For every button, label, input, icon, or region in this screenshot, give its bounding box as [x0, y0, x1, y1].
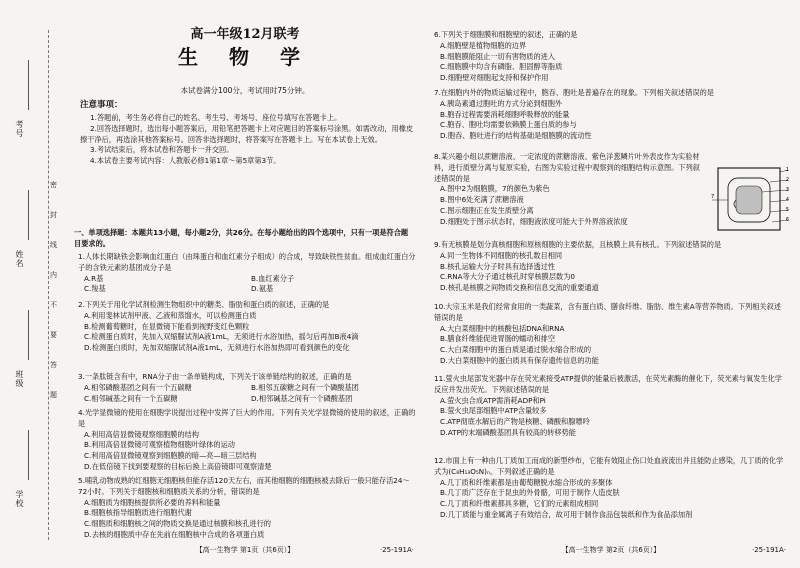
option: D.氨基: [251, 284, 274, 294]
question-12: [434, 456, 784, 521]
seal-char: 不: [50, 301, 57, 309]
option: A.胰岛素通过胞吐的方式分泌到细胞外: [440, 98, 563, 108]
left-column: [70, 0, 420, 568]
option: D.胞吞、胞吐进行的结构基础是细胞膜的流动性: [440, 131, 592, 141]
question-11: [434, 374, 784, 439]
option: A.R基: [84, 273, 104, 283]
diagram-label: 6: [785, 217, 789, 223]
option: D.在低倍镜下找到要观察的目标后换上高倍镜即可观察清楚: [84, 461, 272, 471]
name-blank: [28, 190, 29, 240]
exam-subject: 生 物 学: [178, 45, 312, 69]
question-stem: 9.有无核膜是划分真核细胞和原核细胞的主要依据，且核膜上具有核孔。下列叙述错误的是: [434, 240, 722, 249]
section-heading: 一、单项选择题：本题共13小题，每小题2分，共26分。在每小题给出的四个选项中，只有一项是符合题目要求的。: [74, 228, 409, 248]
option: C.ATP彻底水解后的产物是核糖、磷酸和腺嘌呤: [440, 417, 590, 427]
option: B.几丁质广泛存在于昆虫的外骨骼，可用于制作人造皮肤: [440, 488, 620, 498]
seal-char: 线: [50, 241, 57, 249]
question-stem: 5.哺乳动物成熟的红细胞无细胞核但能存活120天左右，而其他细胞的细胞核被去除后一般只能存活24～72小时。下列关于细胞核和细胞质关系的分析，错误的是: [78, 476, 410, 496]
option: C.图示细胞正在发生质壁分离: [440, 205, 534, 215]
option: B.图中6处充满了蔗糖溶液: [440, 195, 524, 205]
footer-right-code: ·25-191A·: [751, 546, 786, 554]
question-10: [434, 302, 784, 367]
option: B.相邻五碳糖之间有一个磷酸基团: [251, 382, 359, 392]
option: B.血红素分子: [251, 273, 295, 283]
question-stem: 8.某兴趣小组以蔗糖溶液、一定浓度的蔗糖溶液、紫色洋葱鳞片叶外表皮作为实验材料，进行质壁分离与复原实验，右图为实验过程中观察到的细胞结构示意图。下列叙述错误的是: [434, 152, 700, 183]
diagram-label: 2: [785, 177, 789, 183]
notes-title: 注意事项：: [80, 100, 123, 110]
option: A.萤火虫合成ATP需消耗ADP和Pi: [440, 395, 546, 405]
seal-char: 答: [50, 361, 57, 369]
option: C.RNA等大分子通过核孔时穿核膜层数为0: [440, 272, 575, 282]
option: A.利用斐林试剂甲液、乙液和蒸馏水，可以检测蛋白质: [84, 310, 257, 320]
option: D.几丁质能与重金属离子有效结合，故可用于制作食品包装纸和作为食品添加剂: [440, 509, 693, 519]
margin-label-name: 姓名: [15, 250, 24, 268]
seal-char: 内: [50, 271, 57, 279]
question-stem: 10.大宗玉米是我们经常食用的一类蔬菜，含有蛋白质、膳食纤维、脂肪、维生素A等营养物质。下列相关叙述错误的是: [434, 302, 781, 322]
option: C.细胞膜中均含有磷脂、胆固醇等脂质: [440, 62, 563, 72]
diagram-label: 5: [785, 207, 789, 213]
option: C.羧基: [84, 284, 106, 294]
question-6: [434, 30, 784, 84]
binding-margin: [0, 0, 62, 568]
question-9: [434, 240, 784, 294]
option: C.相邻碱基之间有一个五碳糖: [84, 393, 178, 403]
note-item: 4.本试卷主要考试内容：人教版必修1第1章～第5章第3节。: [90, 156, 281, 166]
option: A.相邻磷酸基团之间有一个五碳糖: [84, 382, 192, 392]
kaohao-blank: [28, 60, 29, 110]
option: C.利用高倍显微镜观察到细胞膜的暗—亮—暗三层结构: [84, 451, 257, 461]
question-stem: 1.人体长期缺铁会影响血红蛋白（由珠蛋白和血红素分子组成）的合成，导致缺铁性贫血。组成血红蛋白分子的含铁元素的基团成分子是: [78, 252, 416, 272]
option: B.细胞膜能阻止一切有害物质的进入: [440, 51, 556, 61]
diagram-label: 1: [785, 167, 789, 173]
label-line: [762, 190, 788, 192]
option: A.利用高倍显微镜观察细胞膜的结构: [84, 429, 199, 439]
option: C.细胞质和细胞核之间的物质交换是通过核膜和核孔进行的: [84, 519, 271, 529]
option: D.大白菜细胞中的蛋白质具有保存遗传信息的功能: [440, 355, 599, 365]
diagram-label: 7: [711, 194, 715, 200]
seal-line: [48, 30, 49, 540]
footer-left: 【高一生物学 第1页（共6页）】: [195, 546, 295, 554]
exam-title: 高一年级12月联考: [190, 27, 300, 42]
margin-label-kaohao: 考号: [15, 120, 24, 138]
question-stem: 3.一条肽链含有中，RNA分子由一条单链构成，下列关于该单链结构的叙述，正确的是: [78, 372, 352, 381]
question-stem: 12.市面上有一种由几丁质加工而成的新型纱布，它能有效阻止伤口处血液流出并且能防止感染，几丁质的化学式为(C₈H₁₃O₅N)ₙ。下列叙述正确的是: [434, 456, 784, 476]
plant-cell-diagram: [710, 160, 790, 240]
seal-char: 要: [50, 331, 57, 339]
option: A.几丁质和纤维素都是由葡萄糖脱水缩合形成的多聚体: [440, 477, 613, 487]
diagram-label: 3: [785, 187, 789, 193]
score-line: 本试卷满分100分，考试用时75分钟。: [180, 86, 310, 95]
question-stem: 2.下列关于用化学试剂检测生物组织中的糖类、脂肪和蛋白质的叙述，正确的是: [78, 300, 330, 309]
margin-label-class: 班级: [15, 370, 24, 388]
option: B.检测葡萄糖时，在显微镜下能看到视野变红色颗粒: [84, 321, 250, 331]
seal-char: 密: [50, 181, 57, 189]
question-stem: 4.光学显微镜的使用在细胞学说提出过程中发挥了巨大的作用。下列有关光学显微镜的使用的叙述，正确的是: [78, 408, 416, 428]
footer-left-code: ·25-191A·: [379, 546, 414, 554]
option: B.萤火虫尾部细胞中ATP含量较多: [440, 406, 547, 416]
option: B.利用高倍显微镜可观察植物细胞叶绿体的运动: [84, 440, 235, 450]
seal-char: 题: [50, 391, 57, 399]
class-blank: [28, 310, 29, 360]
question-stem: 11.萤火虫尾部发光器中存在荧光素接受ATP提供的能量后被激活，在荧光素酶的催化下，荧光素与氧发生化学反应并发出荧光。下列叙述错误的是: [434, 374, 782, 394]
question-4: [78, 408, 418, 473]
question-1: [78, 252, 418, 295]
seal-char: 封: [50, 211, 57, 219]
option: B.细胞核指导细胞质进行细胞代谢: [84, 508, 192, 518]
option: A.细胞壁是植物细胞的边界: [440, 40, 527, 50]
question-stem: 6.下列关于细胞膜和细胞壁的叙述，正确的是: [434, 30, 578, 39]
note-item: 3.考试结束后，将本试卷和答题卡一并交回。: [90, 145, 234, 155]
option: C.几丁质和纤维素都具多糖，它们的元素组成相同: [440, 499, 599, 509]
option: C.检测蛋白质时，先加入双缩脲试剂A液1mL，无须进行水浴加热，摇匀后再加B液4滴: [84, 332, 359, 342]
option: B.膳食纤维能促进胃肠的蠕动和排空: [440, 334, 556, 344]
diagram-label: 4: [785, 197, 789, 203]
question-5: [78, 476, 418, 541]
option: D.ATP的末端磷酸基团具有较高的转移势能: [440, 427, 576, 437]
footer-right: 【高一生物学 第2页（共6页）】: [561, 546, 661, 554]
margin-label-school: 学校: [15, 490, 24, 508]
option: D.细胞处于图示状态时，细胞液浓度可能大于外界溶液浓度: [440, 216, 628, 226]
option: C.胞吞、胞吐均需要依赖膜上蛋白质的参与: [440, 120, 577, 130]
option: D.细胞壁对细胞起支持和保护作用: [440, 73, 549, 83]
option: A.大白菜细胞中的核酸包括DNA和RNA: [440, 323, 565, 333]
option: D.核孔是核膜之间物质交换和信息交流的重要通道: [440, 283, 599, 293]
option: D.相邻碱基之间有一个磷酸基团: [251, 393, 353, 403]
option: A.细胞质为细胞核提供所必要的养料和能量: [84, 497, 221, 507]
question-2: [78, 300, 418, 354]
option: B.胞吞过程需要消耗细胞呼吸释放的能量: [440, 109, 570, 119]
vacuole: [736, 186, 762, 214]
school-blank: [28, 430, 29, 480]
option: A.图中2为细胞膜，7的颜色为紫色: [440, 184, 550, 194]
option: B.核孔运输大分子时具有选择透过性: [440, 261, 556, 271]
option: C.大白菜细胞中的蛋白质是通过脱水缩合形成的: [440, 345, 592, 355]
question-8: [434, 152, 704, 228]
question-stem: 7.在细胞内外的物质运输过程中，胞吞、胞吐是普遍存在的现象。下列相关叙述错误的是: [434, 88, 714, 97]
question-7: [434, 88, 784, 142]
option: D.去核的细胞质中存在先前在细胞核中合成的各项蛋白质: [84, 529, 265, 539]
option: D.检测蛋白质时，先加双缩脲试剂A液1mL，无须进行水浴加热即可看到颜色的变化: [84, 343, 350, 353]
notes-list: [80, 113, 415, 167]
right-column: [430, 0, 792, 568]
option: A.同一生物体不同细胞的核孔数目相同: [440, 250, 563, 260]
note-item: 1.答题前，考生务必将自己的姓名、考生号、考场号、座位号填写在答题卡上。: [90, 113, 342, 122]
question-3: [78, 372, 418, 404]
note-item: 2.回答选择题时，选出每小题答案后，用铅笔把答题卡上对应题目的答案标号涂黑。如需改动，用橡皮擦干净后，再选涂其他答案标号。回答非选择题时，将答案写在答题卡上。写在本试卷上无效。: [80, 123, 414, 144]
